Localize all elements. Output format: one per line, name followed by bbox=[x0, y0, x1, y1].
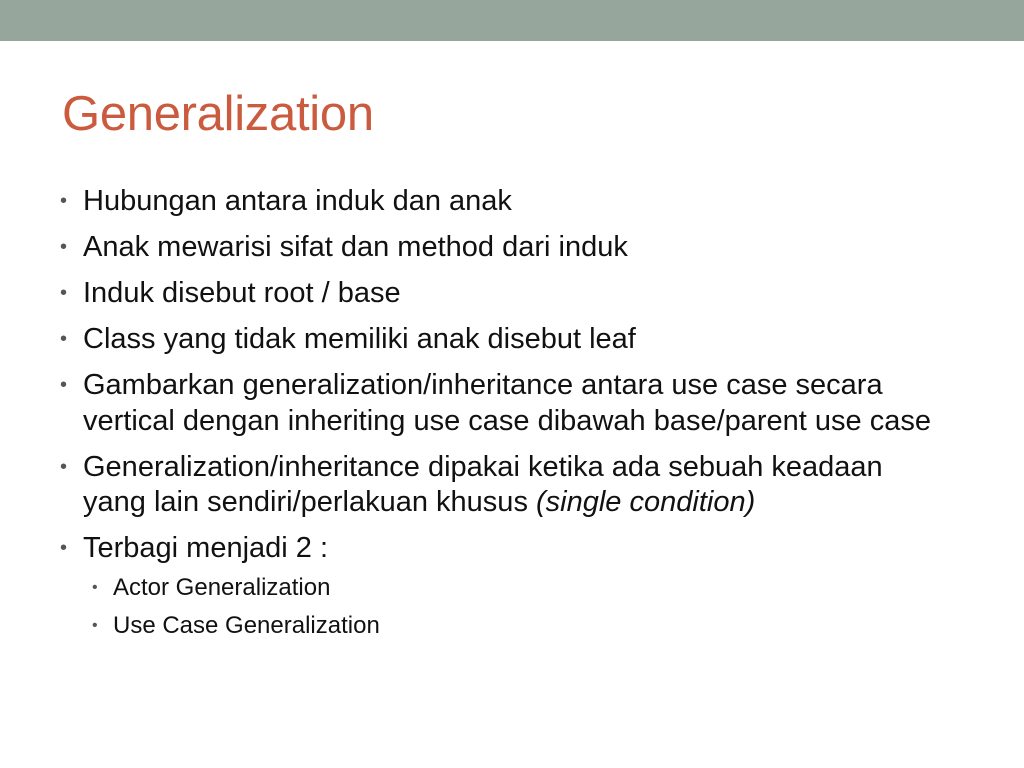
bullet-item bbox=[60, 322, 940, 358]
sub-bullet-list bbox=[83, 573, 940, 641]
slide-title: Generalization bbox=[62, 87, 374, 141]
bullet-text: Anak mewarisi sifat dan method dari induk bbox=[83, 231, 628, 263]
bullet-text: Generalization/inheritance dipakai ketika ada sebuah keadaan yang lain sendiri/perlakuan khusus bbox=[83, 450, 883, 518]
bullet-text: Gambarkan generalization/inheritance antara use case secara vertical dengan inheriting use case dibawah base/parent use case bbox=[83, 369, 931, 437]
bullet-text: Induk disebut root / base bbox=[83, 277, 401, 309]
bullet-text: Hubungan antara induk dan anak bbox=[83, 185, 512, 217]
sub-bullet-item: • Actor Generalization bbox=[83, 573, 940, 603]
bullet-item bbox=[60, 531, 940, 641]
bullet-item bbox=[60, 276, 940, 312]
bullet-text: Terbagi menjadi 2 : bbox=[83, 532, 329, 564]
bullet-item bbox=[60, 450, 940, 521]
sub-bullet-item: • Use Case Generalization bbox=[83, 611, 940, 641]
bullet-text: Class yang tidak memiliki anak disebut leaf bbox=[83, 323, 636, 355]
bullet-item bbox=[60, 230, 940, 266]
top-decorative-band bbox=[0, 0, 1024, 41]
bullet-list bbox=[60, 184, 940, 651]
bullet-item bbox=[60, 184, 940, 220]
bullet-italic-note: (single condition) bbox=[536, 486, 756, 518]
bullet-item bbox=[60, 368, 940, 439]
